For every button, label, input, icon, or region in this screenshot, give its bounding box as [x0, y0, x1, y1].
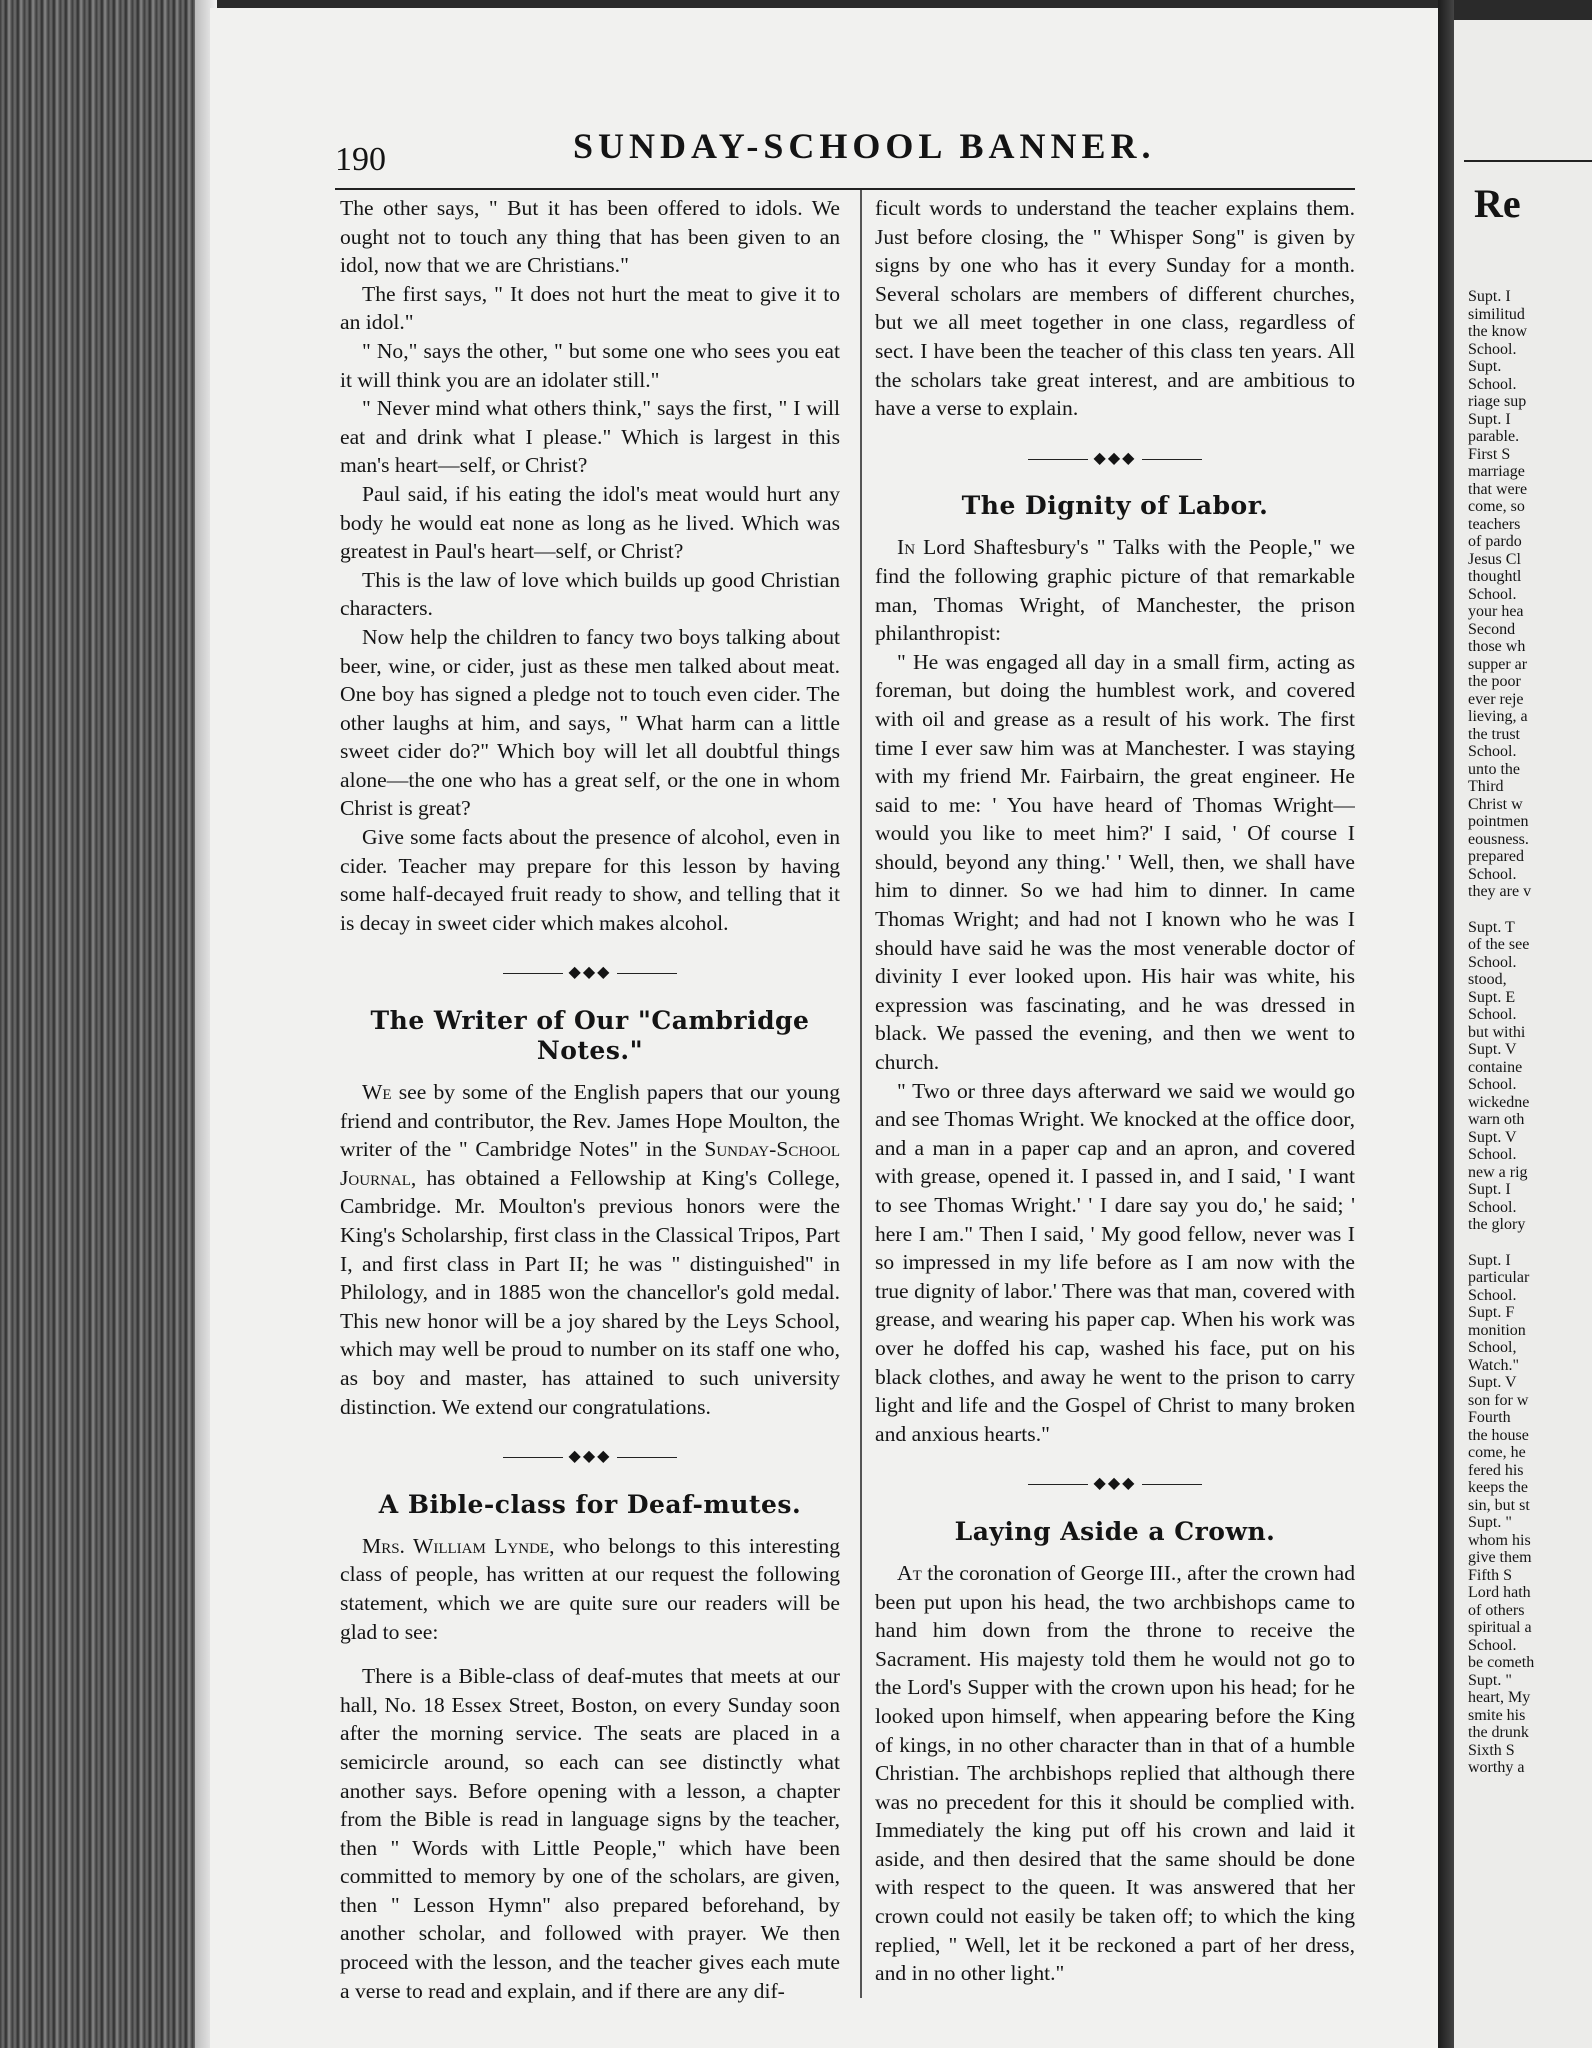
facing-line: Second [1468, 620, 1516, 638]
facing-line: thoughtl [1468, 568, 1522, 585]
page-header [335, 113, 1335, 183]
facing-line: School, [1468, 1339, 1517, 1356]
facing-line: spiritual a [1468, 1619, 1532, 1636]
facing-line: Supt. E [1468, 988, 1516, 1006]
left-column [340, 194, 840, 2004]
facing-line: Third [1468, 778, 1504, 795]
header-rule [335, 188, 1355, 190]
heading-deaf-mutes: A Bible-class for Deaf-mutes. [378, 1489, 802, 1519]
paragraph: " Two or three days afterward we said we would go and see Thomas Wright. We knocked at the office door, and a man in a paper cap and an apron, and covered with grease, opened it. I passed in, and I said, ' I want to see Thomas Wright.' ' I dare say you do,' he said; ' here I am." Then I said, ' My good fellow, never was I so impressed in my life before as I am now with the true dignity of labor.' There was that man, covered with grease, and wearing his paper cap. When his work was over he doffed his cap, washed his face, put on his black clothes, and away he went to the prison to carry light and life and the Gospel of Christ to many broken and anxious hearts." [875, 1078, 1355, 1446]
paragraph: Paul said, if his eating the idol's meat would hurt any body he would eat none as long as he lived. Which was greatest in Paul's heart—self, or Christ? [340, 481, 840, 564]
facing-line: Supt. [1468, 358, 1502, 375]
facing-line: of pardo [1468, 533, 1522, 550]
facing-line: School. [1468, 375, 1517, 393]
header-rule [1464, 160, 1592, 162]
facing-line: Jesus Cl [1468, 550, 1521, 568]
facing-line: Supt. I [1468, 288, 1511, 305]
section-ornament: ◆◆◆ [340, 1443, 840, 1472]
paragraph: " No," says the other, " but some one who sees you eat it will think you are an idolater still." [340, 338, 840, 392]
column-divider [860, 190, 862, 1998]
facing-line: prepared [1468, 848, 1524, 865]
facing-line: Supt. V [1468, 1374, 1517, 1391]
facing-line: Christ w [1468, 795, 1523, 813]
facing-line: fered his [1468, 1461, 1524, 1479]
facing-line: of the see [1468, 936, 1530, 953]
paragraph: ficult words to understand the teacher explains them. Just before closing, the " Whisper Song" is given by signs by one who has it every Sunday for a month. Several scholars are members of different churches, but we all meet together in one class, regardless of sect. I have been the teacher of this class ten years. All the scholars take great interest, and are ambitious to have a verse to explain. [875, 196, 1355, 421]
facing-line: the drunk [1468, 1724, 1529, 1741]
facing-line: heart, My [1468, 1689, 1531, 1706]
facing-line: come, he [1468, 1444, 1526, 1461]
paragraph: This is the law of love which builds up good Christian characters. [340, 567, 840, 621]
facing-line: monition [1468, 1321, 1526, 1339]
journal-name: Sunday-School Journal [340, 1137, 840, 1190]
drop-word: We [362, 1080, 392, 1105]
facing-line: smite his [1468, 1706, 1526, 1724]
paragraph: Now help the children to fancy two boys talking about beer, wine, or cider, just as these men talked about meat. One boy has signed a pledge not to touch even cider. The other laughs at him, and says, " What harm can a little sweet cider do?" Which boy will let all doubtful things alone—the one who has a great self, or the one in whom Christ is great? [340, 624, 840, 821]
facing-line: parable. [1468, 428, 1520, 445]
facing-line: Supt. V [1468, 1128, 1517, 1146]
facing-line: School. [1468, 743, 1517, 760]
paragraph: " Never mind what others think," says the first, " I will eat and drink what I please." Which is largest in this man's heart—self, or Christ? [340, 396, 840, 478]
facing-line: whom his [1468, 1531, 1531, 1549]
facing-line: the poor [1468, 673, 1521, 690]
facing-line: wickedne [1468, 1093, 1530, 1111]
facing-text-lines [1468, 288, 1592, 1777]
facing-line: pointmen [1468, 813, 1529, 830]
facing-line: Supt. " [1468, 1671, 1512, 1689]
facing-line: similitud [1468, 305, 1525, 323]
facing-line: School. [1468, 1636, 1517, 1654]
facing-line: new a rig [1468, 1163, 1528, 1181]
facing-line: your hea [1468, 603, 1524, 620]
facing-title-fragment: Re [1474, 181, 1521, 226]
article-deaf-mutes-body: There is a Bible-class of deaf-mutes that meets at our hall, No. 18 Essex Street, Boston, on every Sunday soon after the morning service. The seats are placed in a semicircle around, so each can see distinctly what another says. Before opening with a lesson, a chapter from the Bible is read in language signs by the teacher, then " Words with Little People," which have been committed to memory by one of the scholars, are given, then " Lesson Hymn" also prepared beforehand, by another scholar, and followed with prayer. We then proceed with the lesson, and the teacher gives each mute a verse to read and explain, and if there are any dif- [340, 1664, 840, 2003]
facing-line: riage sup [1468, 393, 1527, 410]
facing-line: stood, [1468, 971, 1507, 988]
paragraph: The first says, " It does not hurt the meat to give it to an idol." [340, 281, 840, 335]
facing-line: School. [1468, 1198, 1517, 1216]
article-crown: At the coronation of George III., after the crown had been put upon his head, the two archbishops came to hand him down from the throne to receive the Sacrament. His majesty told them he would not go to the Lord's Supper with the crown upon his head; for he looked upon himself, when appearing before the King of kings, in no other character than in that of a humble Christian. The archbishops replied that although there was no precedent for this it should be complied with. Immediately the king put off his crown and laid it aside, and then desired that the same should be done with respect to the queen. It was answered that her crown could not easily be taken off; to which the king replied, " Well, let it be reckoned a part of her dress, and in no other light." [875, 1560, 1355, 1986]
facing-line: give them [1468, 1549, 1532, 1566]
facing-line: School. [1468, 1286, 1517, 1304]
article-deaf-mutes-intro: Mrs. William Lynde, who belongs to this interesting class of people, has written at our request the following statement, which we are quite sure our readers will be glad to see: [340, 1533, 840, 1644]
facing-line: the glory [1468, 1216, 1526, 1233]
facing-line: Supt. I [1468, 1181, 1511, 1198]
facing-line: marriage [1468, 463, 1525, 480]
facing-line: particular [1468, 1269, 1530, 1286]
paragraph: " He was engaged all day in a small firm, acting as foreman, but doing the humblest work, and covered with oil and grease as a result of his work. The first time I ever saw him was at Manchester. I was staying with my friend Mr. Fairbairn, the great engineer. He said to me: ' You have heard of Thomas Wright—would you like to meet him?' I said, ' Of course I should, beyond any thing.' ' Well, then, we shall have him to dinner. So we had him to dinner. In came Thomas Wright; and had not I known who he was I should have said he was the most venerable doctor of divinity I ever looked upon. His hair was white, his expression was fascinating, and he was dressed in black. We passed the evening, and then we went to church. [875, 649, 1355, 1075]
facing-line: worthy a [1468, 1759, 1525, 1776]
facing-line: of others [1468, 1601, 1525, 1619]
author-name: Mrs. William Lynde [362, 1533, 550, 1558]
facing-line: School. [1468, 865, 1517, 883]
facing-line: sin, but st [1468, 1496, 1530, 1514]
facing-line: Supt. T [1468, 918, 1515, 936]
paragraph: The other says, " But it has been offered to idols. We ought not to touch any thing that has been given to an idol, now that we are Christians." [340, 196, 840, 278]
right-column [875, 194, 1355, 2014]
facing-line: Sixth S [1468, 1741, 1515, 1759]
book-gutter [1438, 0, 1454, 2048]
drop-word: At [897, 1560, 922, 1585]
facing-line: supper ar [1468, 655, 1528, 673]
facing-line: containe [1468, 1058, 1523, 1076]
page-190 [210, 8, 1438, 2048]
section-ornament: ◆◆◆ [340, 959, 840, 988]
heading-cambridge-notes: The Writer of Our "Cambridge Notes." [370, 1006, 810, 1066]
paragraph: Give some facts about the presence of alcohol, even in cider. Teacher may prepare for this lesson by having some half-decayed fruit ready to show, and telling that it is decay in sweet cider which makes alcohol. [340, 825, 840, 935]
facing-line: Supt. F [1468, 1304, 1515, 1321]
facing-line: School. [1468, 1076, 1517, 1093]
facing-line: School. [1468, 1006, 1517, 1023]
facing-line: School. [1468, 585, 1517, 603]
facing-line: son for w [1468, 1391, 1529, 1409]
facing-line: Lord hath [1468, 1584, 1531, 1601]
facing-line: Fifth S [1468, 1566, 1513, 1584]
facing-line: the trust [1468, 725, 1520, 743]
book-spine [0, 0, 215, 2048]
facing-line: teachers [1468, 515, 1521, 533]
facing-line: those wh [1468, 638, 1526, 655]
heading-dignity-of-labor: The Dignity of Labor. [961, 491, 1269, 521]
article-dignity-intro: In Lord Shaftesbury's " Talks with the People," we find the following graphic picture of that remarkable man, Thomas Wright, of Manchester, the prison philanthropist: [875, 535, 1355, 646]
facing-line: warn oth [1468, 1111, 1525, 1128]
facing-line: First S [1468, 445, 1511, 463]
facing-line: keeps the [1468, 1479, 1528, 1496]
facing-line: Watch." [1468, 1356, 1519, 1374]
facing-line: unto the [1468, 760, 1520, 778]
heading-laying-aside-crown: Laying Aside a Crown. [954, 1516, 1276, 1546]
section-ornament: ◆◆◆ [875, 445, 1355, 474]
article-cambridge-notes: We see by some of the English papers that our young friend and contributor, the Rev. James Hope Moulton, the writer of the " Cambridge Notes" in the Sunday-School Journal, has obtained a Fellowship at King's College, Cambridge. Mr. Moulton's previous honors were the King's Scholarship, first class in the Classical Tripos, Part I, and first class in Part II; he was " distinguished" in Philology, and in 1885 won the chancellor's gold medal. This new honor will be a joy shared by the Leys School, which may well be proud to number on its staff one who, as boy and master, has attained to such university distinction. We extend our congratulations. [340, 1080, 840, 1419]
facing-line: the house [1468, 1426, 1529, 1444]
facing-line: that were [1468, 480, 1528, 498]
facing-line: the know [1468, 323, 1528, 340]
facing-line: School. [1468, 953, 1517, 971]
facing-line: School. [1468, 1146, 1517, 1163]
drop-word: In [897, 535, 916, 560]
facing-line: ever reje [1468, 690, 1524, 708]
facing-line: Supt. I [1468, 1251, 1511, 1269]
facing-line: but withi [1468, 1023, 1526, 1041]
facing-line: Supt. I [1468, 410, 1511, 428]
page-number: 190 [335, 141, 386, 178]
facing-line: be cometh [1468, 1654, 1535, 1671]
facing-line: School. [1468, 340, 1517, 358]
facing-line: Supt. " [1468, 1514, 1512, 1531]
facing-page-fragment [1454, 20, 1592, 2048]
facing-line: come, so [1468, 498, 1525, 515]
facing-line: eousness. [1468, 830, 1529, 848]
facing-line: Fourth [1468, 1409, 1511, 1426]
facing-line: lieving, a [1468, 708, 1528, 725]
facing-line: Supt. V [1468, 1041, 1517, 1058]
section-ornament: ◆◆◆ [875, 1470, 1355, 1499]
facing-line: they are v [1468, 883, 1532, 900]
running-title: SUNDAY-SCHOOL BANNER. [573, 126, 1156, 166]
